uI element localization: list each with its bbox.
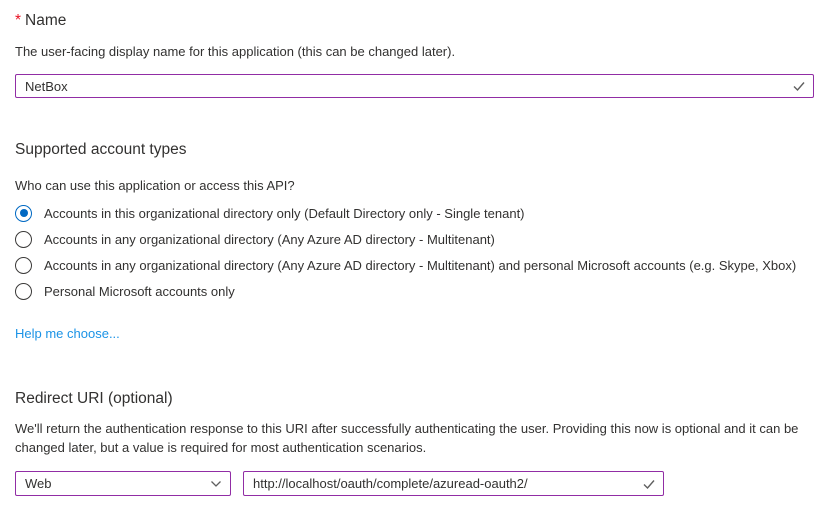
- platform-select-dropdown[interactable]: [15, 471, 231, 496]
- radio-option-multitenant-personal[interactable]: [15, 252, 814, 278]
- valid-checkmark-icon: [638, 472, 660, 495]
- radio-option-label: Accounts in any organizational directory (Any Azure AD directory - Multitenant): [44, 231, 495, 247]
- name-label-text: Name: [25, 12, 67, 29]
- account-types-question: Who can use this application or access this API?: [15, 178, 295, 193]
- redirect-uri-input[interactable]: [243, 471, 664, 496]
- radio-button-icon[interactable]: [15, 283, 32, 300]
- redirect-uri-row: [15, 471, 814, 496]
- radio-option-personal-only[interactable]: [15, 278, 814, 304]
- name-input-value: NetBox: [25, 78, 68, 94]
- redirect-uri-heading: Redirect URI (optional): [15, 390, 173, 407]
- required-asterisk: *: [15, 12, 22, 29]
- redirect-uri-description: We'll return the authentication response to this URI after successfully authenticating the user. Providing this now is optional and it can be changed later, but a value is required for most authentication scenarios.: [15, 421, 799, 455]
- radio-button-icon[interactable]: [15, 231, 32, 248]
- radio-option-label: Accounts in this organizational directory only (Default Directory only - Single tenant): [44, 205, 525, 221]
- radio-button-icon[interactable]: [15, 257, 32, 274]
- name-field-description: The user-facing display name for this application (this can be changed later).: [15, 44, 456, 59]
- radio-button-icon[interactable]: [15, 205, 32, 222]
- platform-select-value: Web: [25, 476, 52, 491]
- chevron-down-icon: [205, 472, 227, 495]
- radio-option-label: Personal Microsoft accounts only: [44, 283, 235, 299]
- name-input[interactable]: [15, 74, 814, 98]
- valid-checkmark-icon: [788, 75, 810, 97]
- account-types-radio-group: [15, 200, 814, 304]
- radio-option-single-tenant[interactable]: [15, 200, 814, 226]
- name-field-label: [15, 10, 814, 32]
- radio-option-label: Accounts in any organizational directory (Any Azure AD directory - Multitenant) and personal Microsoft accounts (e.g. Skype, Xbox): [44, 257, 797, 273]
- redirect-uri-input-value: http://localhost/oauth/complete/azuread-oauth2/: [253, 476, 528, 491]
- radio-option-multitenant[interactable]: [15, 226, 814, 252]
- help-me-choose-link[interactable]: Help me choose...: [15, 326, 120, 341]
- supported-account-types-heading: Supported account types: [15, 141, 187, 158]
